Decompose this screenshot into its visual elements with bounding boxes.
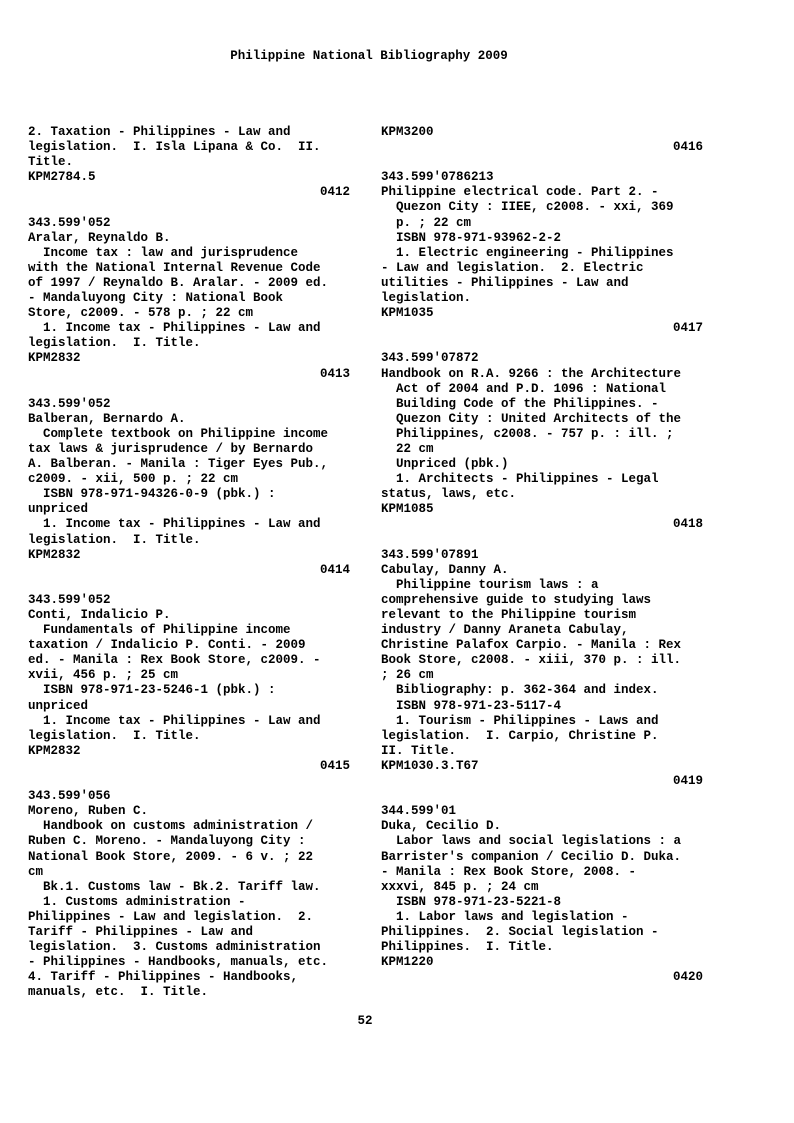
entry-number: 0412 <box>319 185 350 200</box>
entry-line: relevant to the Philippine tourism <box>381 608 637 622</box>
entry-number: 0416 <box>672 140 703 155</box>
entry-line: c2009. - xii, 500 p. ; 22 cm <box>28 472 239 487</box>
entry-line: Tariff - Philippines - Law and <box>28 924 254 939</box>
entry-line: 1. Electric engineering - Philippines <box>381 245 674 260</box>
spacer <box>28 382 350 397</box>
entry-line: Income tax : law and jurisprudence <box>28 245 299 260</box>
entry-line: Building Code of the Philippines. - <box>381 396 659 411</box>
entry-line: ISBN 978-971-93962-2-2 <box>381 230 562 245</box>
entry-line: Barrister's companion / Cecilio D. Duka. <box>381 849 682 864</box>
entry-line: KPM3200 <box>381 125 434 139</box>
entry-line: Ruben C. Moreno. - Mandaluyong City : <box>28 834 306 849</box>
entry-line: unpriced <box>28 502 89 517</box>
entry-line: 1. Labor laws and legislation - <box>381 909 629 924</box>
entry-line: 343.599'052 <box>28 592 111 607</box>
entry-line: KPM2832 <box>28 351 81 366</box>
entry-line: legislation. I. Carpio, Christine P. <box>381 728 659 743</box>
entry-line: 1. Tourism - Philippines - Laws and <box>381 713 659 728</box>
entry-line: p. ; 22 cm <box>381 215 472 230</box>
entry-line: Quezon City : IIEE, c2008. - xxi, 369 <box>381 200 674 215</box>
entry-line: 343.599'052 <box>28 396 111 411</box>
entry-line: 1. Income tax - Philippines - Law and <box>28 713 321 728</box>
entry-line: Book Store, c2008. - xiii, 370 p. : ill. <box>381 653 682 668</box>
entry-line: tax laws & jurisprudence / by Bernardo <box>28 441 314 456</box>
entry-line: cm <box>28 864 44 879</box>
spacer <box>381 336 703 351</box>
entry-line: KPM2784.5 <box>28 170 96 185</box>
entry-line: taxation / Indalicio P. Conti. - 2009 <box>28 638 306 653</box>
entry-line: with the National Internal Revenue Code <box>28 260 321 275</box>
entry-line: - Law and legislation. 2. Electric <box>381 260 644 275</box>
entry-line: 1. Income tax - Philippines - Law and <box>28 321 321 336</box>
page-number: 52 <box>357 1014 373 1028</box>
entry-line: Act of 2004 and P.D. 1096 : National <box>381 381 667 396</box>
entry-line: 344.599'01 <box>381 804 457 819</box>
page-title: Philippine National Bibliography 2009 <box>230 49 508 63</box>
entry-line: Philippine electrical code. Part 2. - <box>381 185 659 200</box>
entry-line: Complete textbook on Philippine income <box>28 426 329 441</box>
entry-number: 0413 <box>319 366 350 381</box>
entry-line: legislation. I. Title. <box>28 336 201 351</box>
entry-line: unpriced <box>28 698 89 713</box>
entry-line: KPM1030.3.T67 <box>381 758 479 773</box>
spacer <box>381 155 703 170</box>
entry-line: utilities - Philippines - Law and <box>381 275 629 290</box>
entry-number: 0420 <box>672 970 703 985</box>
entry-line: manuals, etc. I. Title. <box>28 985 209 1000</box>
entry-line: industry / Danny Araneta Cabulay, <box>381 623 629 638</box>
entry-number: 0414 <box>319 562 350 577</box>
entry-line: Conti, Indalicio P. <box>28 608 171 622</box>
entry-line: ISBN 978-971-23-5221-8 <box>381 894 562 909</box>
entry-line: Philippines. I. Title. <box>381 940 554 955</box>
entry-line: KPM1035 <box>381 306 434 321</box>
entry-line: Labor laws and social legislations : a <box>381 834 682 849</box>
entry-line: Handbook on R.A. 9266 : the Architecture <box>381 366 682 381</box>
entry-line: legislation. <box>381 291 472 306</box>
entry-line: Bk.1. Customs law - Bk.2. Tariff law. <box>28 879 321 894</box>
entry-line: 343.599'07891 <box>381 547 479 562</box>
entry-line: Balberan, Bernardo A. <box>28 411 186 426</box>
entry-line: KPM2832 <box>28 743 81 758</box>
entry-line: Moreno, Ruben C. <box>28 804 149 819</box>
entry-line: 1. Income tax - Philippines - Law and <box>28 517 321 532</box>
entry-line: KPM1220 <box>381 955 434 970</box>
entry-line: 4. Tariff - Philippines - Handbooks, <box>28 970 299 985</box>
entry-line: Philippines, c2008. - 757 p. : ill. ; <box>381 426 674 441</box>
entry-line: National Book Store, 2009. - 6 v. ; 22 <box>28 849 314 864</box>
entry-line: Aralar, Reynaldo B. <box>28 230 171 245</box>
entry-line: 2. Taxation - Philippines - Law and <box>28 125 291 139</box>
entry-line: KPM1085 <box>381 502 434 517</box>
entry-line: xxxvi, 845 p. ; 24 cm <box>381 879 539 894</box>
left-column <box>28 125 350 1000</box>
entry-line: legislation. I. Title. <box>28 532 201 547</box>
entry-line: 343.599'07872 <box>381 351 479 366</box>
entry-line: Cabulay, Danny A. <box>381 562 509 577</box>
entry-line: ISBN 978-971-23-5117-4 <box>381 698 562 713</box>
spacer <box>381 533 703 548</box>
entry-line: 1. Architects - Philippines - Legal <box>381 472 659 487</box>
entry-line: 343.599'0786213 <box>381 170 494 185</box>
entry-line: legislation. I. Isla Lipana & Co. II. <box>28 140 321 155</box>
entry-line: 343.599'052 <box>28 215 111 230</box>
entry-line: xvii, 456 p. ; 25 cm <box>28 668 179 683</box>
entry-number: 0418 <box>672 517 703 532</box>
entry-line: of 1997 / Reynaldo B. Aralar. - 2009 ed. <box>28 275 329 290</box>
entry-line: Philippines. 2. Social legislation - <box>381 924 659 939</box>
entry-line: 1. Customs administration - <box>28 894 246 909</box>
spacer <box>381 789 703 804</box>
entry-line: KPM2832 <box>28 547 81 562</box>
right-column <box>381 125 703 985</box>
entry-line: Bibliography: p. 362-364 and index. <box>381 683 659 698</box>
spacer <box>28 774 350 789</box>
spacer <box>28 200 350 215</box>
entry-line: Fundamentals of Philippine income <box>28 623 291 638</box>
entry-line: - Philippines - Handbooks, manuals, etc. <box>28 955 329 970</box>
entry-line: - Mandaluyong City : National Book <box>28 291 284 306</box>
entry-line: ISBN 978-971-94326-0-9 (pbk.) : <box>28 487 276 502</box>
entry-line: Title. <box>28 155 74 170</box>
entry-line: status, laws, etc. <box>381 487 517 502</box>
entry-line: Duka, Cecilio D. <box>381 819 502 834</box>
entry-line: Unpriced (pbk.) <box>381 457 509 472</box>
entry-line: Quezon City : United Architects of the <box>381 411 682 426</box>
entry-line: Store, c2009. - 578 p. ; 22 cm <box>28 306 254 321</box>
entry-line: A. Balberan. - Manila : Tiger Eyes Pub., <box>28 457 329 472</box>
entry-line: II. Title. <box>381 743 457 758</box>
entry-line: ISBN 978-971-23-5246-1 (pbk.) : <box>28 683 276 698</box>
entry-line: 343.599'056 <box>28 789 111 804</box>
spacer <box>28 578 350 593</box>
entry-line: ed. - Manila : Rex Book Store, c2009. - <box>28 653 321 668</box>
entry-line: - Manila : Rex Book Store, 2008. - <box>381 864 637 879</box>
entry-line: Philippines - Law and legislation. 2. <box>28 909 314 924</box>
entry-number: 0419 <box>672 774 703 789</box>
entry-line: comprehensive guide to studying laws <box>381 592 652 607</box>
entry-number: 0417 <box>672 321 703 336</box>
entry-line: 22 cm <box>381 441 434 456</box>
entry-line: legislation. I. Title. <box>28 728 201 743</box>
entry-line: ; 26 cm <box>381 668 434 683</box>
entry-line: Handbook on customs administration / <box>28 819 314 834</box>
entry-line: legislation. 3. Customs administration <box>28 940 321 955</box>
entry-line: Christine Palafox Carpio. - Manila : Rex <box>381 638 682 653</box>
entry-line: Philippine tourism laws : a <box>381 577 599 592</box>
entry-number: 0415 <box>319 758 350 773</box>
